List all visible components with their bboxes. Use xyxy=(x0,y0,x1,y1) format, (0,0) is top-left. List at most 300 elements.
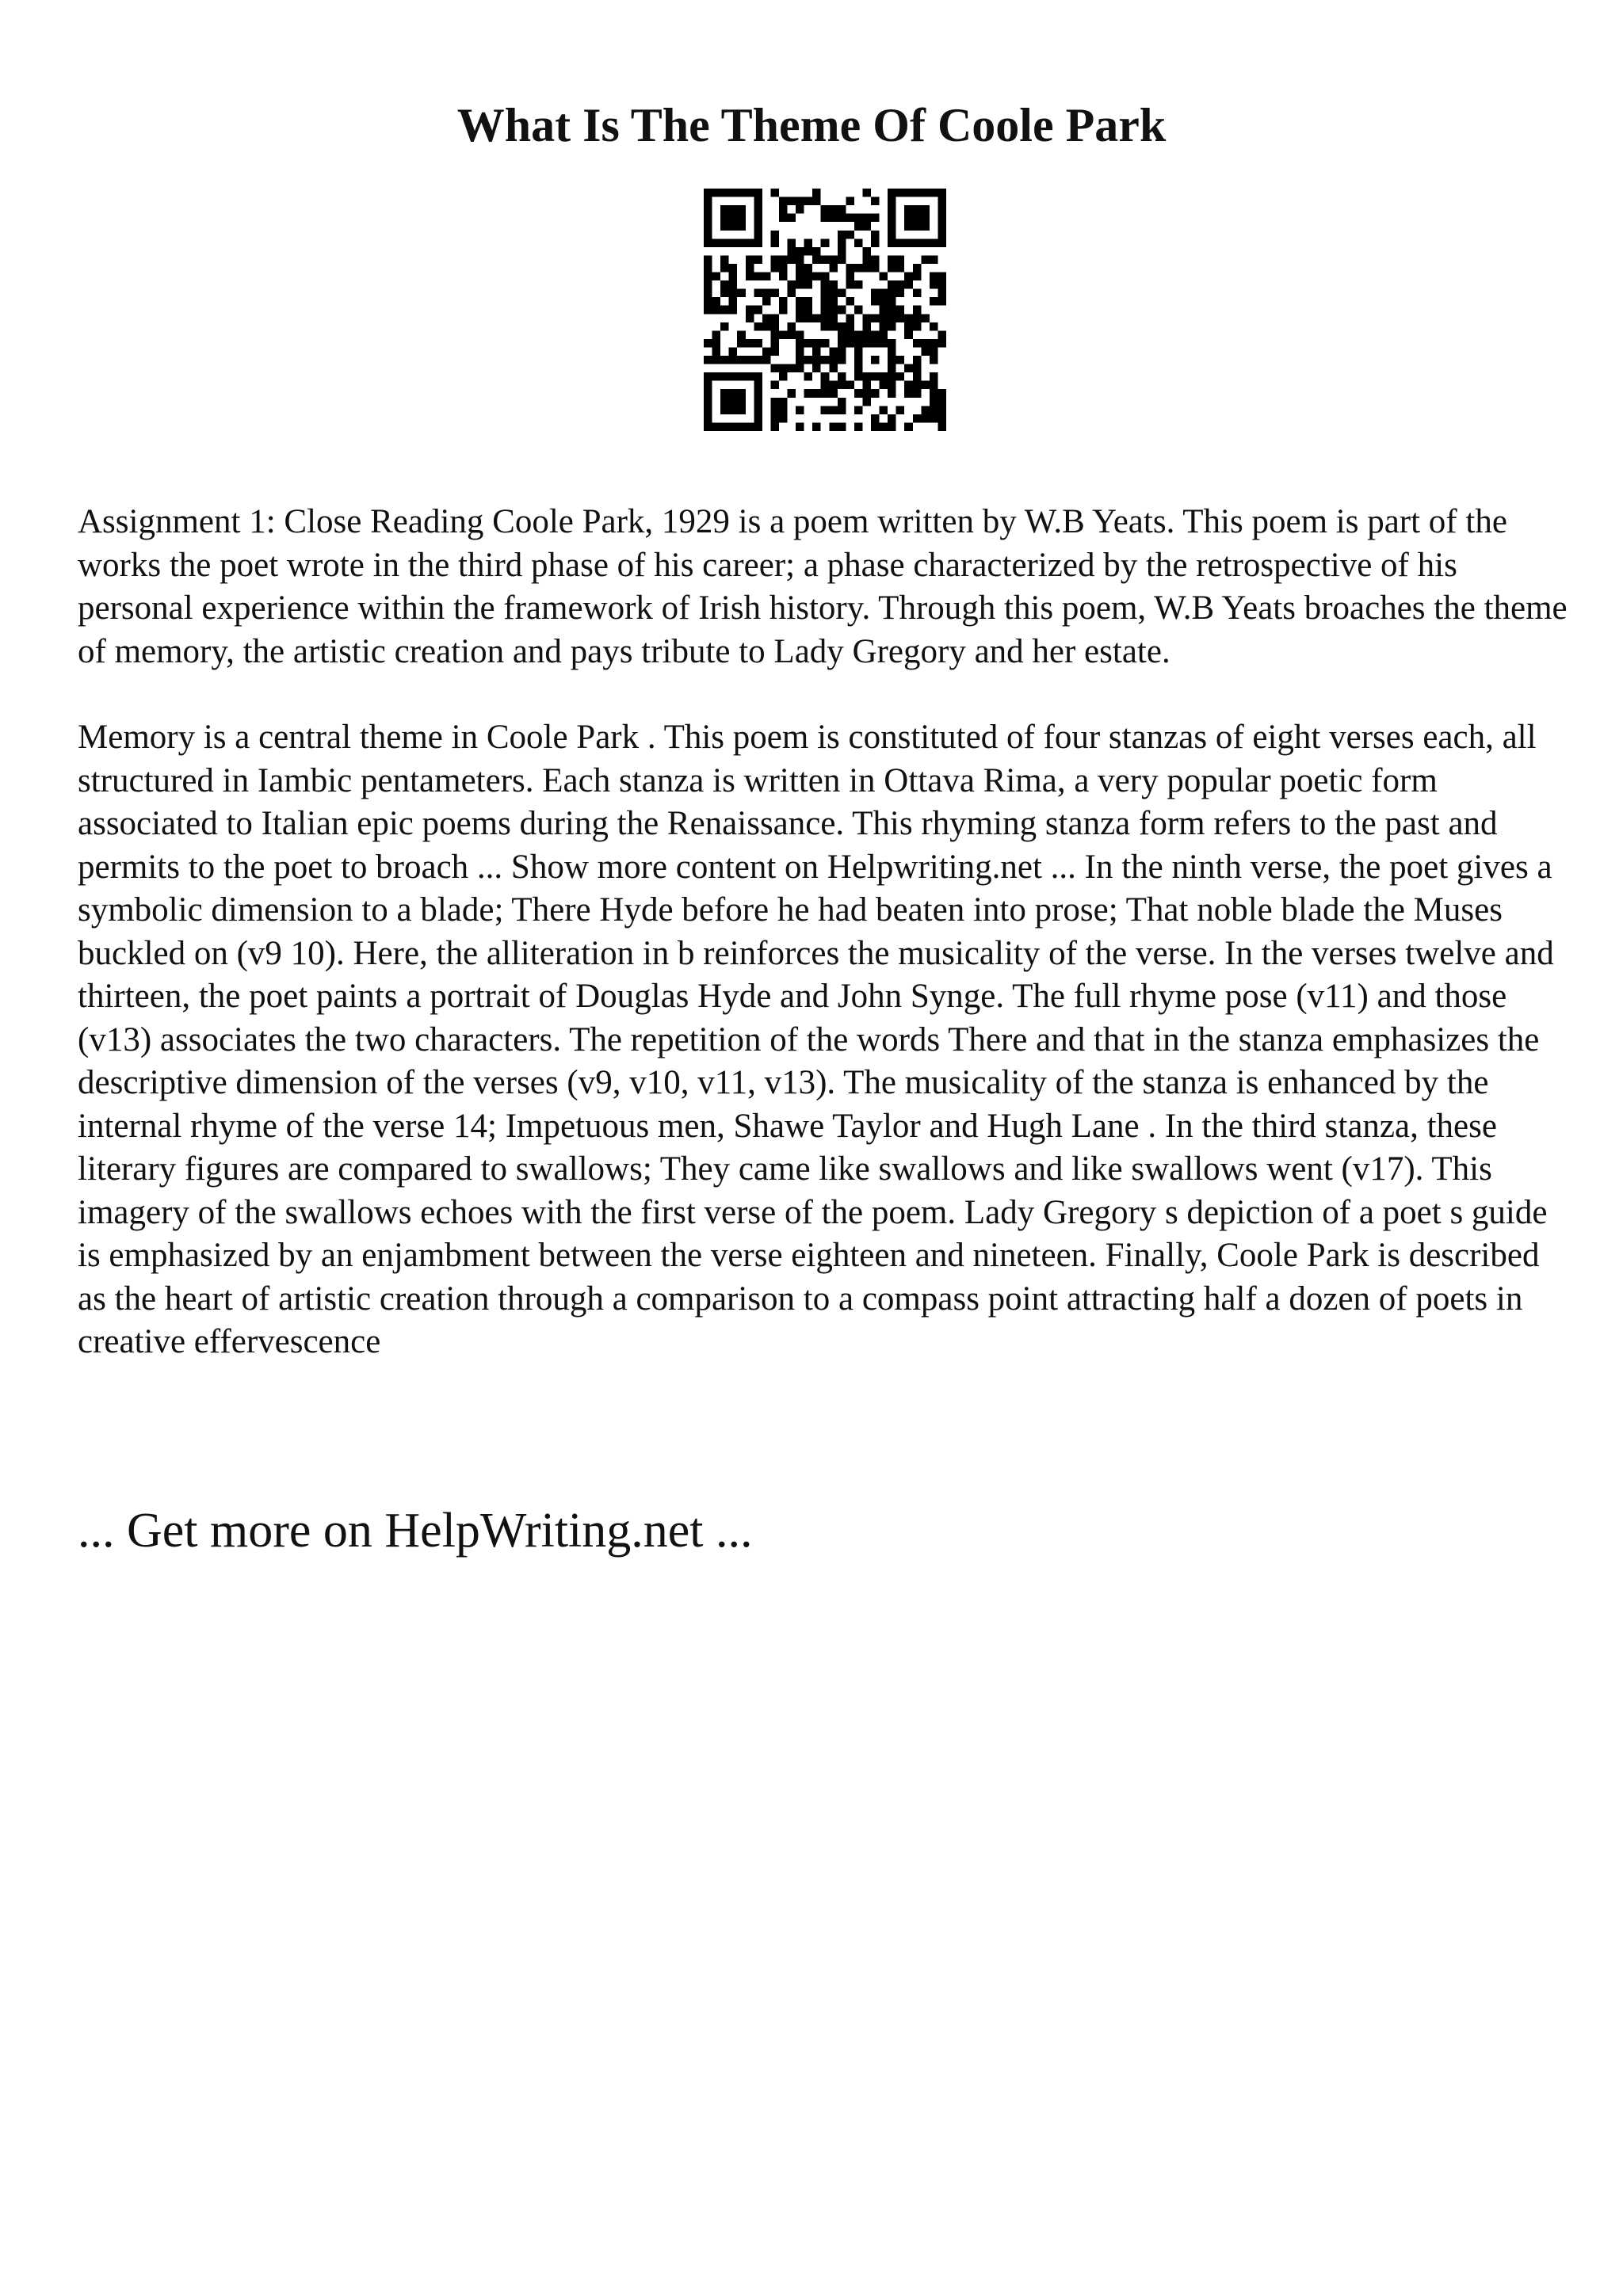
qr-module xyxy=(804,264,813,273)
qr-module xyxy=(821,356,830,364)
qr-module xyxy=(754,406,762,414)
qr-module xyxy=(921,339,930,348)
qr-module xyxy=(838,339,846,348)
qr-module xyxy=(720,205,729,214)
qr-module xyxy=(754,197,762,206)
qr-module xyxy=(770,414,779,423)
qr-module xyxy=(720,306,729,315)
qr-module xyxy=(704,214,712,223)
qr-module xyxy=(746,264,754,273)
qr-module xyxy=(854,372,863,381)
qr-module xyxy=(754,322,762,331)
qr-module xyxy=(704,189,712,197)
qr-module xyxy=(838,214,846,223)
qr-module xyxy=(938,238,946,247)
qr-module xyxy=(896,289,905,298)
qr-module xyxy=(913,356,922,364)
qr-module xyxy=(846,330,854,339)
qr-module xyxy=(754,422,762,431)
qr-module xyxy=(770,381,779,390)
qr-module xyxy=(704,306,712,315)
qr-module xyxy=(930,398,938,406)
qr-module xyxy=(804,339,813,348)
paragraph-intro: Assignment 1: Close Reading Coole Park, 1929 is a poem written by W.B Yeats. This poem is part of the works the poet wrote in the third phase of his career; a phase characterized by the retrospective of his personal experience within the framework of Irish history. Through this poem, W.B Yeats broaches the theme of memory, the artistic creation and pays tribute to Lady Gregory and her estate. xyxy=(78,503,1568,670)
qr-module xyxy=(804,273,813,281)
qr-module xyxy=(821,205,830,214)
qr-module xyxy=(846,273,854,281)
qr-module xyxy=(720,264,729,273)
qr-module xyxy=(812,197,821,206)
qr-module xyxy=(930,322,938,331)
qr-module xyxy=(770,339,779,348)
qr-module xyxy=(913,222,922,231)
qr-module xyxy=(779,398,788,406)
qr-module xyxy=(862,381,871,390)
qr-module xyxy=(829,280,838,289)
qr-module xyxy=(913,381,922,390)
qr-module xyxy=(788,389,796,398)
qr-module xyxy=(938,406,946,414)
qr-module xyxy=(720,189,729,197)
qr-module xyxy=(880,339,888,348)
qr-module xyxy=(888,414,896,423)
qr-module xyxy=(846,214,854,223)
qr-module xyxy=(880,314,888,322)
qr-module xyxy=(846,280,854,289)
qr-module xyxy=(888,322,896,331)
qr-module xyxy=(938,422,946,431)
qr-module xyxy=(821,339,830,348)
qr-module xyxy=(921,255,930,264)
qr-module xyxy=(888,289,896,298)
qr-module xyxy=(720,398,729,406)
qr-module xyxy=(720,289,729,298)
qr-module xyxy=(862,398,871,406)
qr-module xyxy=(829,289,838,298)
qr-module xyxy=(821,214,830,223)
qr-module xyxy=(704,222,712,231)
qr-module xyxy=(846,297,854,306)
qr-module xyxy=(704,273,712,281)
qr-module xyxy=(821,238,830,247)
qr-module xyxy=(930,339,938,348)
qr-module xyxy=(862,264,871,273)
qr-module xyxy=(854,222,863,231)
qr-module xyxy=(821,322,830,331)
qr-module xyxy=(796,247,804,256)
qr-module xyxy=(720,255,729,264)
qr-module xyxy=(880,330,888,339)
qr-module xyxy=(838,406,846,414)
qr-module xyxy=(904,389,913,398)
qr-module xyxy=(704,414,712,423)
qr-module xyxy=(913,372,922,381)
qr-module xyxy=(796,422,804,431)
qr-module xyxy=(871,356,880,364)
qr-module xyxy=(904,222,913,231)
qr-module xyxy=(737,189,746,197)
qr-module xyxy=(779,297,788,306)
qr-module xyxy=(854,280,863,289)
qr-module xyxy=(754,414,762,423)
qr-module xyxy=(888,189,896,197)
qr-module xyxy=(737,289,746,298)
qr-module xyxy=(796,364,804,373)
qr-module xyxy=(904,280,913,289)
page-title: What Is The Theme Of Coole Park xyxy=(456,99,1167,151)
qr-module xyxy=(821,314,830,322)
qr-module xyxy=(729,406,738,414)
qr-module xyxy=(871,372,880,381)
qr-module xyxy=(729,238,738,247)
qr-module xyxy=(762,322,771,331)
qr-module xyxy=(804,197,813,206)
qr-module xyxy=(829,314,838,322)
qr-module xyxy=(896,314,905,322)
qr-module xyxy=(862,189,871,197)
qr-module xyxy=(930,297,938,306)
qr-module xyxy=(729,289,738,298)
qr-module xyxy=(796,347,804,356)
qr-module xyxy=(896,255,905,264)
qr-module xyxy=(854,330,863,339)
qr-module xyxy=(812,389,821,398)
qr-module xyxy=(938,339,946,348)
qr-module xyxy=(729,422,738,431)
qr-module xyxy=(829,297,838,306)
qr-module xyxy=(812,347,821,356)
qr-module xyxy=(746,339,754,348)
qr-module xyxy=(754,214,762,223)
qr-module xyxy=(896,372,905,381)
qr-module xyxy=(854,306,863,315)
qr-module xyxy=(729,273,738,281)
qr-module xyxy=(862,339,871,348)
qr-module xyxy=(846,322,854,331)
qr-module xyxy=(737,205,746,214)
qr-module xyxy=(904,381,913,390)
qr-module xyxy=(796,330,804,339)
qr-module xyxy=(754,356,762,364)
qr-module xyxy=(796,197,804,206)
qr-module xyxy=(913,322,922,331)
qr-module xyxy=(812,356,821,364)
qr-module xyxy=(812,364,821,373)
qr-module xyxy=(762,273,771,281)
article-body xyxy=(78,501,1568,1407)
qr-module xyxy=(938,197,946,206)
qr-module xyxy=(729,372,738,381)
qr-module xyxy=(854,356,863,364)
qr-module xyxy=(838,322,846,331)
qr-module xyxy=(746,273,754,281)
qr-module xyxy=(788,322,796,331)
qr-module xyxy=(913,289,922,298)
qr-module xyxy=(938,189,946,197)
qr-module xyxy=(921,414,930,423)
qr-module xyxy=(880,297,888,306)
qr-module xyxy=(704,406,712,414)
qr-module xyxy=(862,247,871,256)
qr-module xyxy=(888,222,896,231)
qr-module xyxy=(938,414,946,423)
qr-module xyxy=(704,339,712,348)
qr-module xyxy=(770,255,779,264)
qr-module xyxy=(729,264,738,273)
qr-module xyxy=(712,347,721,356)
qr-module xyxy=(746,422,754,431)
qr-module xyxy=(862,372,871,381)
qr-module xyxy=(729,356,738,364)
qr-module xyxy=(888,214,896,223)
qr-module xyxy=(838,306,846,315)
qr-module xyxy=(821,280,830,289)
qr-module xyxy=(720,222,729,231)
qr-module xyxy=(704,280,712,289)
qr-module xyxy=(913,364,922,373)
qr-module xyxy=(779,414,788,423)
qr-module xyxy=(888,347,896,356)
qr-module xyxy=(862,389,871,398)
qr-module xyxy=(888,280,896,289)
qr-module xyxy=(729,189,738,197)
qr-module xyxy=(938,222,946,231)
qr-module xyxy=(704,356,712,364)
get-more-link[interactable]: ... Get more on HelpWriting.net ... xyxy=(78,1504,753,1558)
qr-module xyxy=(754,339,762,348)
qr-module xyxy=(746,372,754,381)
qr-module xyxy=(804,306,813,315)
qr-module xyxy=(796,406,804,414)
qr-module xyxy=(838,205,846,214)
qr-module xyxy=(880,322,888,331)
qr-code-graphic xyxy=(704,189,946,431)
qr-module xyxy=(737,238,746,247)
qr-module xyxy=(762,314,771,322)
qr-module xyxy=(913,306,922,315)
qr-module xyxy=(888,231,896,239)
qr-module xyxy=(704,264,712,273)
qr-module xyxy=(921,238,930,247)
qr-module xyxy=(888,255,896,264)
qr-module xyxy=(737,214,746,223)
qr-module xyxy=(754,205,762,214)
qr-module xyxy=(930,356,938,364)
qr-module xyxy=(854,389,863,398)
qr-module xyxy=(871,339,880,348)
qr-module xyxy=(821,255,830,264)
qr-module xyxy=(796,297,804,306)
qr-module xyxy=(938,398,946,406)
qr-module xyxy=(729,222,738,231)
qr-module xyxy=(880,289,888,298)
qr-module xyxy=(871,330,880,339)
qr-module xyxy=(821,289,830,298)
qr-module xyxy=(762,356,771,364)
qr-module xyxy=(812,422,821,431)
qr-module xyxy=(862,222,871,231)
qr-module xyxy=(921,205,930,214)
qr-module xyxy=(821,297,830,306)
qr-module xyxy=(770,314,779,322)
qr-module xyxy=(930,347,938,356)
qr-module xyxy=(720,356,729,364)
qr-module xyxy=(854,339,863,348)
qr-module xyxy=(913,205,922,214)
qr-module xyxy=(829,264,838,273)
qr-module xyxy=(854,264,863,273)
qr-module xyxy=(812,247,821,256)
qr-module xyxy=(762,347,771,356)
qr-module xyxy=(921,214,930,223)
qr-module xyxy=(838,247,846,256)
qr-module xyxy=(938,205,946,214)
qr-module xyxy=(930,238,938,247)
qr-module xyxy=(720,372,729,381)
qr-module xyxy=(854,347,863,356)
qr-module xyxy=(804,280,813,289)
qr-module xyxy=(938,214,946,223)
qr-module xyxy=(821,406,830,414)
qr-module xyxy=(888,339,896,348)
qr-module xyxy=(704,197,712,206)
qr-module xyxy=(788,214,796,223)
qr-module xyxy=(871,197,880,206)
qr-module xyxy=(754,222,762,231)
qr-module xyxy=(838,422,846,431)
qr-module xyxy=(854,214,863,223)
qr-module xyxy=(896,280,905,289)
qr-module xyxy=(904,364,913,373)
qr-module xyxy=(871,422,880,431)
qr-module xyxy=(829,214,838,223)
qr-module xyxy=(737,356,746,364)
qr-module xyxy=(838,381,846,390)
qr-module xyxy=(754,372,762,381)
qr-module xyxy=(779,306,788,315)
qr-module xyxy=(812,255,821,264)
qr-module xyxy=(938,330,946,339)
qr-module xyxy=(938,297,946,306)
qr-module xyxy=(829,322,838,331)
qr-module xyxy=(788,280,796,289)
qr-module xyxy=(930,372,938,381)
qr-module xyxy=(846,381,854,390)
qr-module xyxy=(729,214,738,223)
qr-module xyxy=(921,222,930,231)
qr-module xyxy=(871,314,880,322)
qr-module xyxy=(788,247,796,256)
qr-module xyxy=(829,389,838,398)
qr-module xyxy=(888,306,896,315)
qr-module xyxy=(712,330,721,339)
qr-module xyxy=(796,255,804,264)
qr-module xyxy=(754,189,762,197)
qr-module xyxy=(821,381,830,390)
qr-module xyxy=(888,314,896,322)
qr-module xyxy=(838,356,846,364)
qr-module xyxy=(704,297,712,306)
qr-module xyxy=(854,406,863,414)
qr-module xyxy=(712,356,721,364)
paragraph-memory: Memory is a central theme in Coole Park . This poem is constituted of four stanzas of eight verses each, all structured in Iambic pentameters. Each stanza is written in Ottava Rima, a very popular poetic form associated to Italian epic poems during the Renaissance. This rhyming stanza form refers to the past and permits to the poet to broach ... Show more content on Helpwriting.net ... In the ninth verse, the poet gives a symbolic dimension to a blade; There Hyde before he had beaten into prose; That noble blade the Muses buckled on (v9 10). Here, the alliteration in b reinforces the musicality of the verse. In the verses twelve and thirteen, the poet paints a portrait of Douglas Hyde and John Synge. The full rhyme pose (v11) and those (v13) associates the two characters. The repetition of the words There and that in the stanza emphasizes the descriptive dimension of the verses (v9, v10, v11, v13). The musicality of the stanza is enhanced by the internal rhyme of the verse 14; Impetuous men, Shawe Taylor and Hugh Lane . In the third stanza, these literary figures are compared to swallows; They came like swallows and like swallows went (v17). This imagery of the swallows echoes with the first verse of the poem. Lady Gregory s depiction of a poet s guide is emphasized by an enjambment between the verse eighteen and nineteen. Finally, Coole Park is described as the heart of artistic creation through a comparison to a compass point attracting half a dozen of poets in creative effervescence xyxy=(78,719,1554,1360)
qr-module xyxy=(896,189,905,197)
qr-module xyxy=(829,406,838,414)
qr-module xyxy=(812,273,821,281)
qr-module xyxy=(838,330,846,339)
qr-module xyxy=(880,306,888,315)
qr-module xyxy=(838,231,846,239)
qr-module xyxy=(737,422,746,431)
qr-module xyxy=(888,205,896,214)
qr-module xyxy=(896,306,905,315)
qr-module xyxy=(838,255,846,264)
qr-module xyxy=(779,406,788,414)
qr-module xyxy=(804,297,813,306)
qr-module xyxy=(788,364,796,373)
qr-module xyxy=(779,273,788,281)
qr-module xyxy=(821,372,830,381)
qr-module xyxy=(770,422,779,431)
qr-module xyxy=(838,347,846,356)
qr-module xyxy=(720,238,729,247)
qr-module xyxy=(712,422,721,431)
qr-module xyxy=(829,356,838,364)
qr-module xyxy=(913,214,922,223)
qr-module xyxy=(704,231,712,239)
qr-module xyxy=(880,406,888,414)
qr-module xyxy=(737,406,746,414)
qr-module xyxy=(754,398,762,406)
qr-module xyxy=(880,372,888,381)
qr-module xyxy=(737,398,746,406)
qr-module xyxy=(812,189,821,197)
qr-module xyxy=(930,280,938,289)
qr-module xyxy=(921,189,930,197)
qr-module xyxy=(704,372,712,381)
qr-module xyxy=(829,205,838,214)
qr-module xyxy=(712,189,721,197)
qr-module xyxy=(938,289,946,298)
qr-module xyxy=(762,289,771,298)
qr-module xyxy=(888,356,896,364)
qr-module xyxy=(779,214,788,223)
qr-module xyxy=(896,238,905,247)
qr-module xyxy=(904,322,913,331)
qr-module xyxy=(704,205,712,214)
qr-module xyxy=(720,389,729,398)
qr-module xyxy=(904,314,913,322)
qr-module xyxy=(754,306,762,315)
qr-module xyxy=(888,297,896,306)
qr-module xyxy=(754,231,762,239)
qr-module xyxy=(812,314,821,322)
qr-module xyxy=(720,280,729,289)
qr-module xyxy=(871,289,880,298)
qr-module xyxy=(796,205,804,214)
qr-module xyxy=(880,422,888,431)
qr-module xyxy=(896,356,905,364)
qr-module xyxy=(880,273,888,281)
qr-module xyxy=(770,347,779,356)
qr-module xyxy=(779,197,788,206)
qr-module xyxy=(729,306,738,315)
qr-module xyxy=(871,214,880,223)
qr-module xyxy=(796,356,804,364)
qr-module xyxy=(846,264,854,273)
qr-module xyxy=(812,339,821,348)
qr-module xyxy=(712,306,721,315)
